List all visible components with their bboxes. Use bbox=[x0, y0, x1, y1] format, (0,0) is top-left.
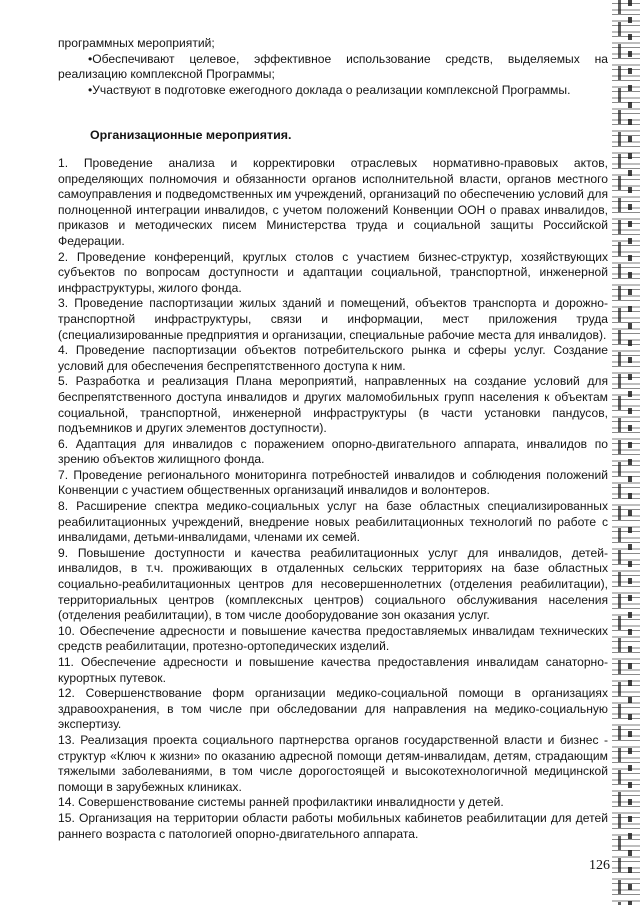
intro-section bbox=[58, 36, 608, 98]
intro-bullet: •Участвуют в подготовке ежегодного доклада о реализации комплексной Программы. bbox=[88, 82, 571, 97]
list-item: 13. Реализация проекта социального партнерства органов государственной власти и бизнес - структур «Ключ к жизни» по оказанию адресной помощи детям-инвалидам, детям, страдающим тяжелыми заболеваниями, в том числе дорогостоящей и высокотехнологичной медицинской помощи в зарубежных клиниках. bbox=[58, 732, 608, 794]
list-item: 8. Расширение спектра медико-социальных услуг на базе областных специализированных реабилитационных учреждений, внедрение новых реабилитационных технологий по работе с инвалидами, детьми-инвалидами, членами их семей. bbox=[58, 499, 608, 545]
list-item: 11. Обеспечение адресности и повышение качества предоставления инвалидам санаторно-курортных путевок. bbox=[58, 655, 608, 685]
page-number: 126 bbox=[589, 858, 610, 873]
list-item: 2. Проведение конференций, круглых столов с участием бизнес-структур, хозяйствующих субъектов по вопросам доступности и адаптации социальной, транспортной, инженерной инфраструктуры, жилого фонда. bbox=[58, 249, 608, 295]
intro-line: программных мероприятий; bbox=[58, 36, 215, 50]
list-item: 4. Проведение паспортизации объектов потребительского рынка и сферы услуг. Создание условий для обеспечения беспрепятственного доступа к ним. bbox=[58, 343, 608, 373]
list-item: 7. Проведение регионального мониторинга потребностей инвалидов и соблюдения положений Конвенции с участием общественных организаций инвалидов и волонтеров. bbox=[58, 467, 608, 498]
scan-edge-artifact bbox=[612, 0, 640, 905]
list-item: 1. Проведение анализа и корректировки отраслевых нормативно-правовых актов, определяющих полномочия и обязанности органов исполнительной власти, органов местного самоуправления и подведомственных им учреждений, организаций по обеспечению условий для полноценной интеграции инвалидов, с учетом положений Конвенции ООН о правах инвалидов, приказов и методических писем Министерства труда и социальной защиты Российской Федерации. bbox=[58, 156, 608, 248]
section-heading: Организационные мероприятия. bbox=[90, 128, 292, 142]
list-item: 6. Адаптация для инвалидов с поражением опорно-двигательного аппарата, инвалидов по зрению объектов жилищного фонда. bbox=[58, 436, 608, 467]
list-item: 15. Организация на территории области работы мобильных кабинетов реабилитации для детей раннего возраста с патологией опорно-двигательного аппарата. bbox=[58, 810, 608, 841]
measures-list bbox=[58, 156, 608, 842]
list-item: 5. Разработка и реализация Плана мероприятий, направленных на создание условий для беспрепятственного доступа инвалидов и других маломобильных групп населения к объектам социальной, транспортной, инженерной инфраструктуры (в части установки пандусов, подъемников и других элементов доступности). bbox=[58, 374, 608, 436]
intro-bullet: •Обеспечивают целевое, эффективное использование средств, выделяемых на реализацию комплексной Программы; bbox=[58, 51, 608, 82]
list-item: 10. Обеспечение адресности и повышение качества предоставляемых инвалидам технических средств реабилитации, протезно-ортопедических изделий. bbox=[58, 623, 608, 654]
list-item: 14. Совершенствование системы ранней профилактики инвалидности у детей. bbox=[58, 795, 504, 810]
list-item: 9. Повышение доступности и качества реабилитационных услуг для инвалидов, детей-инвалидов, в т.ч. проживающих в отдаленных сельских территориях на базе областных социально-реабилитационных центров для несовершеннолетних (отделения реабилитации), территориальных центров (комплексных центров) социального обслуживания населения (отделения реабилитации), в том числе дооборудование зон оказания услуг. bbox=[58, 545, 608, 623]
list-item: 12. Совершенствование форм организации медико-социальной помощи в организациях здравоохранения, в том числе при обследовании для направления на медико-социальную экспертизу. bbox=[58, 686, 608, 732]
list-item: 3. Проведение паспортизации жилых зданий и помещений, объектов транспорта и дорожно-транспортной инфраструктуры, связи и информации, мест приложения труда (специализированные предприятия и организации, специальные рабочие места для инвалидов). bbox=[58, 296, 608, 342]
